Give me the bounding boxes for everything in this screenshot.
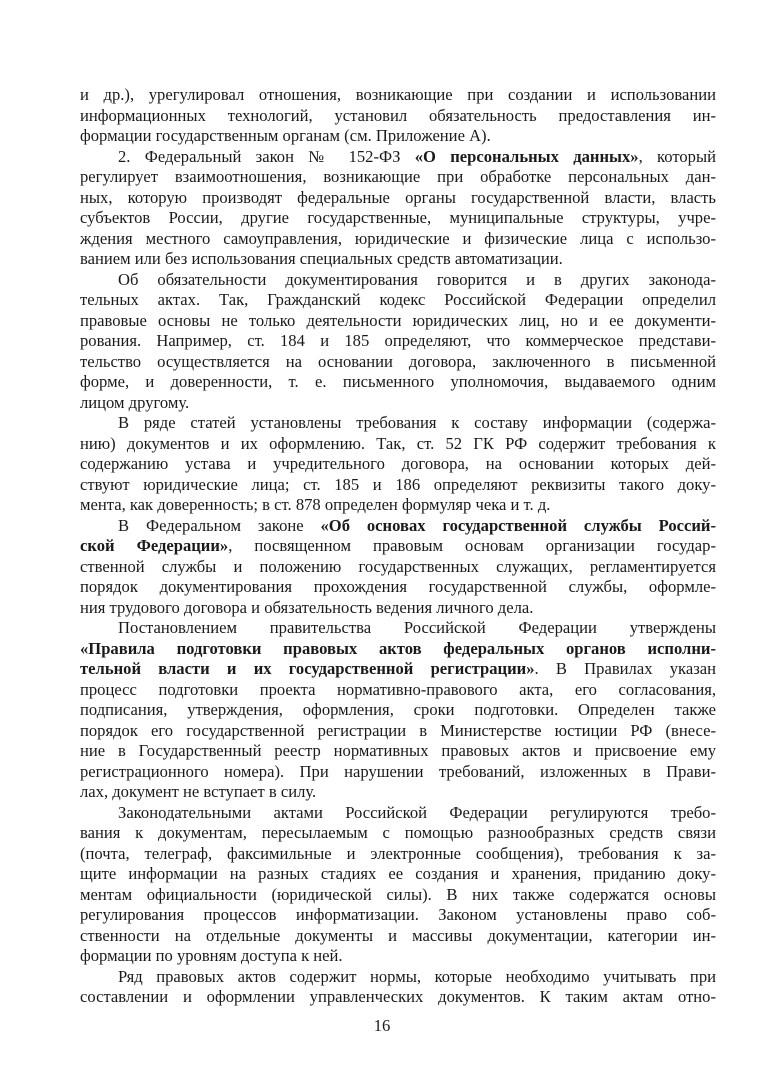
- bold-title-text: ской Федерации»: [80, 536, 229, 555]
- text-segment: и др.), урегулировал отношения, возникающие при создании и использовании: [80, 85, 716, 104]
- text-line: [80, 864, 716, 885]
- bold-title-text: «Об основах государственной службы Россий-: [320, 515, 716, 535]
- text-segment: правовые основы не только деятельности юридических лиц, но и ее документи-: [80, 310, 716, 330]
- text-segment: ствуют юридические лица; ст. 185 и 186 определяют реквизиты такого доку-: [80, 474, 716, 494]
- text-segment: информационных технологий, установил обязательность предоставления ин-: [80, 105, 716, 125]
- text-line: [80, 577, 716, 598]
- text-segment: нию) документов и их оформлению. Так, ст. 52 ГК РФ содержит требования к: [80, 433, 716, 453]
- text-line: [80, 741, 716, 762]
- text-segment: щите информации на разных стадиях ее создания и хранения, приданию доку-: [80, 864, 716, 883]
- text-segment: подписания, утверждения, оформления, сроки подготовки. Определен также: [80, 700, 716, 719]
- text-segment: ждения местного самоуправления, юридические и физические лица с использо-: [80, 228, 716, 248]
- text-segment: тельство осуществляется на основании договора, заключенного в письменной: [80, 351, 716, 371]
- text-segment: В ряде статей установлены требования к составу информации (содержа-: [118, 413, 716, 432]
- text-line: [80, 557, 716, 578]
- text-line: [80, 352, 716, 373]
- text-line: [80, 229, 716, 250]
- text-line: [80, 803, 716, 824]
- text-segment: Постановлением правительства Российской Федерации утверждены: [118, 618, 716, 637]
- text-segment: тельных актах. Так, Гражданский кодекс Российской Федерации определил: [80, 290, 716, 309]
- text-segment: Ряд правовых актов содержит нормы, которые необходимо учитывать при: [118, 966, 716, 986]
- document-body: [80, 85, 716, 1008]
- text-segment: 2. Федеральный закон № 152-ФЗ: [118, 146, 415, 166]
- text-segment: вания к документам, пересылаемым с помощью разнообразных средств связи: [80, 823, 716, 842]
- text-segment: Об обязательности документирования говорится и в других законода-: [118, 269, 716, 289]
- text-line: [80, 311, 716, 332]
- text-line: [80, 167, 716, 188]
- text-segment: , посвященном правовым основам организации государ-: [228, 536, 716, 555]
- text-segment: ния трудового договора и обязательность ведения личного дела.: [80, 597, 534, 617]
- text-segment: ственной службы и положению государственных служащих, регламентируется: [80, 556, 716, 576]
- text-line: [80, 762, 716, 783]
- text-segment: . В Правилах указан: [534, 659, 716, 678]
- text-segment: процесс подготовки проекта нормативно-правового акта, его согласования,: [80, 679, 716, 699]
- text-line: [80, 434, 716, 455]
- text-segment: В Федеральном законе: [118, 515, 321, 535]
- text-segment: лицом другому.: [80, 392, 190, 412]
- text-line: [80, 967, 716, 988]
- text-line: [80, 946, 716, 967]
- text-line: [80, 188, 716, 209]
- text-line: [80, 270, 716, 291]
- text-segment: ние в Государственный реестр нормативных правовых актов и присвоение ему: [80, 741, 716, 760]
- text-line: [80, 208, 716, 229]
- text-line: [80, 823, 716, 844]
- text-line: [80, 106, 716, 127]
- text-segment: рования. Например, ст. 184 и 185 определяют, что коммерческое представи-: [80, 331, 716, 350]
- paragraph: [80, 967, 716, 1008]
- text-segment: Законодательными актами Российской Федерации регулируются требо-: [118, 802, 716, 822]
- text-segment: (почта, телеграф, факсимильные и электронные сообщения), требования к за-: [80, 843, 716, 863]
- text-line: [80, 147, 716, 168]
- text-segment: форме, и доверенности, т. е. письменного уполномочия, выдаваемого одним: [80, 372, 716, 391]
- paragraph: [80, 516, 716, 619]
- text-line: [80, 598, 716, 619]
- text-line: [80, 782, 716, 803]
- paragraph: [80, 270, 716, 414]
- text-line: [80, 885, 716, 906]
- text-segment: ных, которую производят федеральные органы государственной власти, власть: [80, 187, 716, 207]
- text-line: [80, 331, 716, 352]
- text-line: [80, 126, 716, 147]
- text-line: [80, 987, 716, 1008]
- paragraph: [80, 618, 716, 803]
- text-segment: , который: [638, 146, 716, 166]
- text-line: [80, 475, 716, 496]
- text-segment: мента, как доверенность; в ст. 878 определен формуляр чека и т. д.: [80, 495, 551, 514]
- text-segment: составлении и оформлении управленческих документов. К таким актам отно-: [80, 987, 716, 1006]
- text-line: [80, 905, 716, 926]
- text-segment: содержанию устава и учредительного договора, на основании которых дей-: [80, 454, 716, 473]
- text-segment: формации государственным органам (см. Приложение А).: [80, 126, 491, 145]
- paragraph: [80, 147, 716, 270]
- text-segment: ственности на отдельные документы и массивы документации, категории ин-: [80, 925, 716, 945]
- paragraph: [80, 413, 716, 516]
- text-line: [80, 516, 716, 537]
- bold-title-text: «О персональных данных»: [414, 146, 639, 166]
- text-segment: формации по уровням доступа к ней.: [80, 946, 343, 965]
- text-line: [80, 454, 716, 475]
- paragraph: [80, 85, 716, 147]
- text-segment: ментам официальности (юридической силы). В них также содержатся основы: [80, 884, 716, 904]
- text-line: [80, 680, 716, 701]
- text-segment: регулирования процессов информатизации. Законом установлены право соб-: [80, 905, 716, 924]
- text-line: [80, 700, 716, 721]
- text-segment: порядок документирования прохождения государственной службы, оформле-: [80, 577, 716, 596]
- text-segment: регистрационного номера). При нарушении требований, изложенных в Прави-: [80, 761, 716, 781]
- text-line: [80, 413, 716, 434]
- text-line: [80, 536, 716, 557]
- page-number: 16: [373, 1016, 391, 1035]
- bold-title-text: тельной власти и их государственной регистрации»: [80, 659, 535, 678]
- text-segment: порядок его государственной регистрации в Министерстве юстиции РФ (внесе-: [80, 720, 716, 740]
- paragraph: [80, 803, 716, 967]
- text-line: [80, 85, 716, 106]
- text-segment: ванием или без использования специальных средств автоматизации.: [80, 249, 563, 268]
- text-line: [80, 659, 716, 680]
- text-segment: регулирует взаимоотношения, возникающие при обработке персональных дан-: [80, 167, 716, 186]
- text-line: [80, 495, 716, 516]
- text-line: [80, 844, 716, 865]
- text-line: [80, 721, 716, 742]
- text-line: [80, 372, 716, 393]
- text-segment: лах, документ не вступает в силу.: [80, 782, 317, 801]
- bold-title-text: «Правила подготовки правовых актов федеральных органов исполни-: [80, 638, 716, 658]
- text-line: [80, 926, 716, 947]
- text-segment: субъектов России, другие государственные, муниципальные структуры, учре-: [80, 208, 716, 227]
- text-line: [80, 290, 716, 311]
- text-line: [80, 393, 716, 414]
- text-line: [80, 249, 716, 270]
- text-line: [80, 639, 716, 660]
- text-line: [80, 618, 716, 639]
